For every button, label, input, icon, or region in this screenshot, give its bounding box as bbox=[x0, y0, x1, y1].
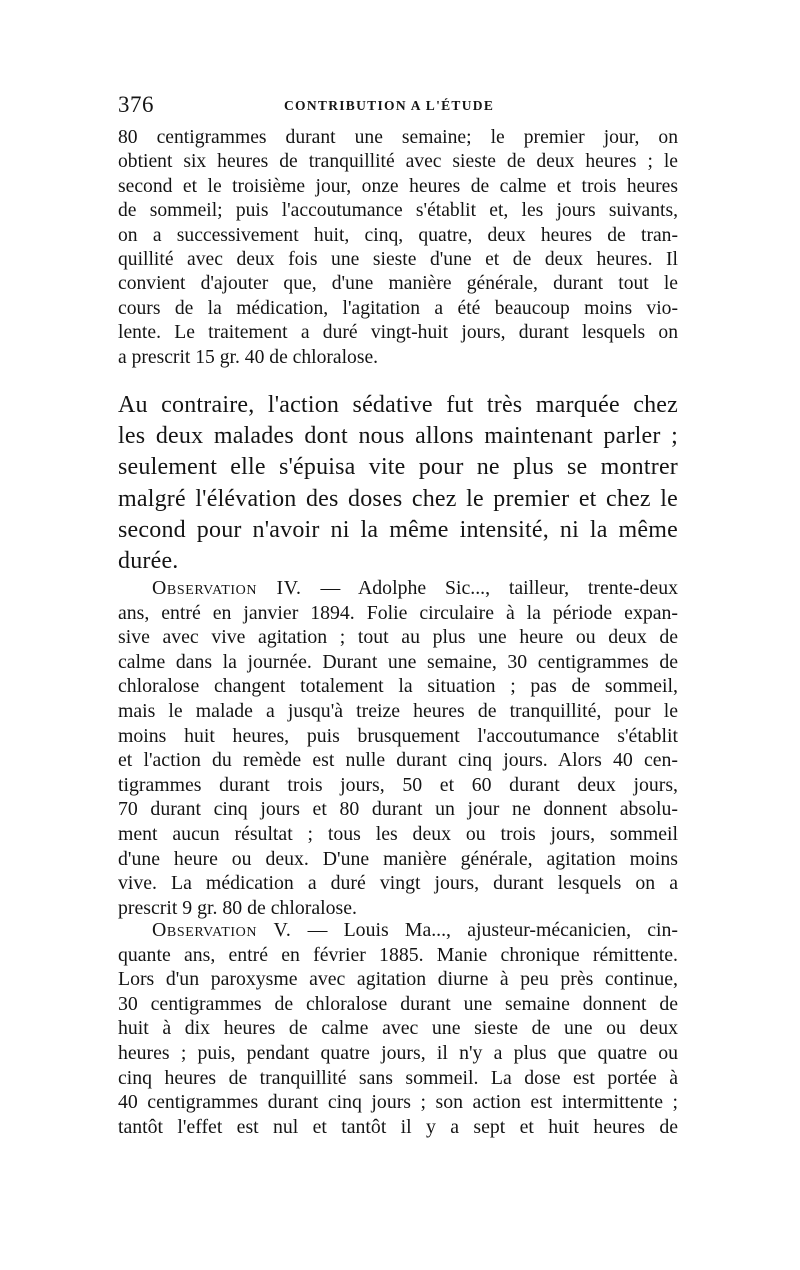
observation-label: Observation IV. bbox=[152, 577, 302, 599]
text-line: tantôt l'effet est nul et tantôt il y a sept et huit heures de bbox=[118, 1115, 678, 1138]
text-line: ment aucun résultat ; tous les deux ou trois jours, sommeil bbox=[118, 822, 678, 845]
observation-5 bbox=[118, 918, 678, 1139]
text-line: second et le troisième jour, onze heures de calme et trois heures bbox=[118, 175, 678, 197]
text-line: seulement elle s'épuisa vite pour ne plus se montrer bbox=[118, 454, 678, 481]
text-line: les deux malades dont nous allons maintenant parler ; bbox=[118, 423, 678, 450]
text-line: convient d'ajouter que, d'une manière générale, durant tout le bbox=[118, 273, 678, 295]
text-line: sive avec vive agitation ; tout au plus une heure ou deux de bbox=[118, 626, 678, 649]
text-line: calme dans la journée. Durant une semaine, 30 centigrammes de bbox=[118, 650, 678, 673]
text-line: cours de la médication, l'agitation a été beaucoup moins vio- bbox=[118, 297, 678, 319]
text-line: malgré l'élévation des doses chez le premier et chez le bbox=[118, 485, 678, 512]
text-line: lente. Le traitement a duré vingt-huit jours, durant lesquels on bbox=[118, 322, 678, 344]
text-line: durée. bbox=[118, 548, 179, 575]
text-line: 80 centigrammes durant une semaine; le premier jour, on bbox=[118, 127, 678, 148]
text-line: quillité avec deux fois une sieste d'une et de deux heures. Il bbox=[118, 249, 678, 271]
text-line: 70 durant cinq jours et 80 durant un jour ne donnent absolu- bbox=[118, 798, 678, 821]
observation-first-line bbox=[118, 576, 678, 601]
text-line: obtient six heures de tranquillité avec sieste de deux heures ; le bbox=[118, 151, 678, 173]
paragraph-continuation bbox=[118, 126, 678, 370]
text-line: mais le malade a jusqu'à treize heures de tranquillité, pour le bbox=[118, 699, 678, 722]
text-line: 40 centigrammes durant cinq jours ; son action est intermittente ; bbox=[118, 1091, 678, 1114]
text-line: ans, entré en janvier 1894. Folie circulaire à la période expan- bbox=[118, 601, 678, 624]
text-line: Au contraire, l'action sédative fut très marquée chez bbox=[118, 392, 678, 418]
text-line: tigrammes durant trois jours, 50 et 60 durant deux jours, bbox=[118, 773, 678, 796]
text-line: et l'action du remède est nulle durant cinq jours. Alors 40 cen- bbox=[118, 749, 678, 772]
text-line: 30 centigrammes de chloralose durant une semaine donnent de bbox=[118, 992, 678, 1015]
text-line: moins huit heures, puis brusquement l'accoutumance s'établit bbox=[118, 724, 678, 747]
observation-first-text: — Louis Ma..., ajusteur-mécanicien, cin- bbox=[291, 919, 678, 941]
text-line: prescrit 9 gr. 80 de chloralose. bbox=[118, 896, 357, 919]
text-line: vive. La médication a duré vingt jours, durant lesquels on a bbox=[118, 872, 678, 895]
text-line: heures ; puis, pendant quatre jours, il n'y a plus que quatre ou bbox=[118, 1041, 678, 1064]
text-line: huit à dix heures de calme avec une sieste de une ou deux bbox=[118, 1017, 678, 1040]
text-line: cinq heures de tranquillité sans sommeil. La dose est portée à bbox=[118, 1066, 678, 1089]
text-line: a prescrit 15 gr. 40 de chloralose. bbox=[118, 346, 379, 368]
page-number: 376 bbox=[118, 92, 154, 117]
running-title: CONTRIBUTION A L'ÉTUDE bbox=[284, 98, 495, 113]
text-line: chloralose changent totalement la situation ; pas de sommeil, bbox=[118, 675, 678, 698]
observation-4 bbox=[118, 576, 678, 920]
text-line: d'une heure ou deux. D'une manière générale, agitation moins bbox=[118, 847, 678, 870]
text-line: Lors d'un paroxysme avec agitation diurne à peu près continue, bbox=[118, 968, 678, 991]
observation-label: Observation V. bbox=[152, 919, 292, 941]
text-line: quante ans, entré en février 1885. Manie chronique rémittente. bbox=[118, 943, 678, 966]
text-line: de sommeil; puis l'accoutumance s'établit et, les jours suivants, bbox=[118, 200, 678, 222]
observation-first-text: — Adolphe Sic..., tailleur, trente-deux bbox=[301, 577, 678, 599]
paragraph-main bbox=[118, 390, 678, 577]
text-line: second pour n'avoir ni la même intensité, ni la même bbox=[118, 516, 678, 543]
observation-first-line bbox=[118, 918, 678, 943]
text-line: on a successivement huit, cinq, quatre, deux heures de tran- bbox=[118, 224, 678, 246]
running-head bbox=[118, 92, 678, 118]
